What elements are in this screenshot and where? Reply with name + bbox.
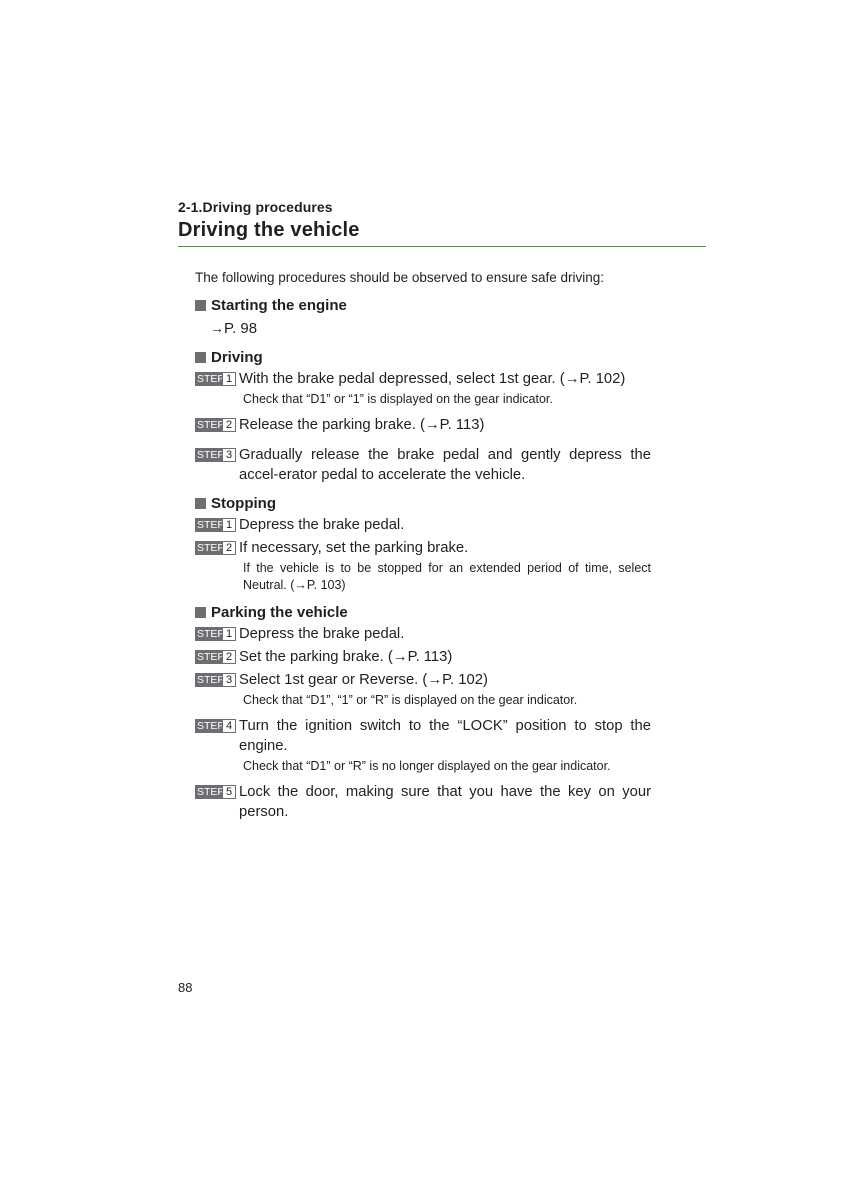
right-arrow-icon: → — [210, 320, 224, 336]
step-text: Depress the brake pedal. — [239, 517, 405, 533]
step-text: Gradually release the brake pedal and gently depress the accel-erator pedal to accelerate the vehicle. — [239, 447, 651, 483]
heading-label: Driving — [211, 349, 263, 366]
step-row — [195, 445, 651, 485]
step-badge: STEP 5 — [195, 785, 236, 799]
step-note: Check that “D1” or “R” is no longer displayed on the gear indicator. — [243, 759, 611, 773]
page-reference-link[interactable] — [195, 317, 651, 339]
intro-text: The following procedures should be observed to ensure safe driving: — [195, 270, 604, 285]
step-row — [195, 670, 651, 690]
step-badge: STEP 1 — [195, 518, 236, 532]
heading-stopping — [195, 492, 651, 515]
step-row — [195, 624, 651, 644]
step-badge: STEP 4 — [195, 719, 236, 733]
step-text: Set the parking brake. (→P. 113) — [239, 649, 453, 665]
square-bullet-icon — [195, 300, 206, 311]
step-row — [195, 647, 651, 667]
step-row — [195, 415, 651, 435]
step-row — [195, 369, 651, 389]
page-number: 88 — [178, 980, 193, 995]
step-note: If the vehicle is to be stopped for an extended period of time, select Neutral. (→P. 103) — [243, 561, 651, 592]
step-note: Check that “D1” or “1” is displayed on the gear indicator. — [243, 392, 553, 406]
square-bullet-icon — [195, 352, 206, 363]
step-text: With the brake pedal depressed, select 1st gear. (→P. 102) — [239, 371, 626, 387]
heading-label: Starting the engine — [211, 297, 347, 314]
page-reference-text: P. 98 — [224, 320, 258, 337]
step-text: Lock the door, making sure that you have the key on your person. — [239, 784, 651, 820]
step-row — [195, 782, 651, 822]
page-title: Driving the vehicle — [178, 219, 360, 241]
procedure-content — [195, 294, 651, 822]
step-text: Turn the ignition switch to the “LOCK” position to stop the engine. — [239, 718, 651, 754]
heading-driving — [195, 346, 651, 369]
step-note: Check that “D1”, “1” or “R” is displayed on the gear indicator. — [243, 693, 578, 707]
step-text: If necessary, set the parking brake. — [239, 540, 469, 556]
step-badge: STEP 1 — [195, 372, 236, 386]
section-label: 2-1.Driving procedures — [178, 199, 333, 215]
square-bullet-icon — [195, 607, 206, 618]
step-text: Release the parking brake. (→P. 113) — [239, 417, 485, 433]
step-badge: STEP 3 — [195, 673, 236, 687]
step-badge: STEP 1 — [195, 627, 236, 641]
step-row — [195, 538, 651, 558]
step-text: Depress the brake pedal. — [239, 626, 405, 642]
square-bullet-icon — [195, 498, 206, 509]
step-badge: STEP 2 — [195, 650, 236, 664]
step-row — [195, 515, 651, 535]
step-text: Select 1st gear or Reverse. (→P. 102) — [239, 672, 488, 688]
step-row — [195, 716, 651, 756]
step-badge: STEP 2 — [195, 418, 236, 432]
step-badge: STEP 3 — [195, 448, 236, 462]
title-divider — [178, 246, 706, 247]
heading-starting-engine — [195, 294, 651, 317]
step-badge: STEP 2 — [195, 541, 236, 555]
heading-label: Parking the vehicle — [211, 604, 348, 621]
heading-label: Stopping — [211, 495, 276, 512]
heading-parking — [195, 601, 651, 624]
